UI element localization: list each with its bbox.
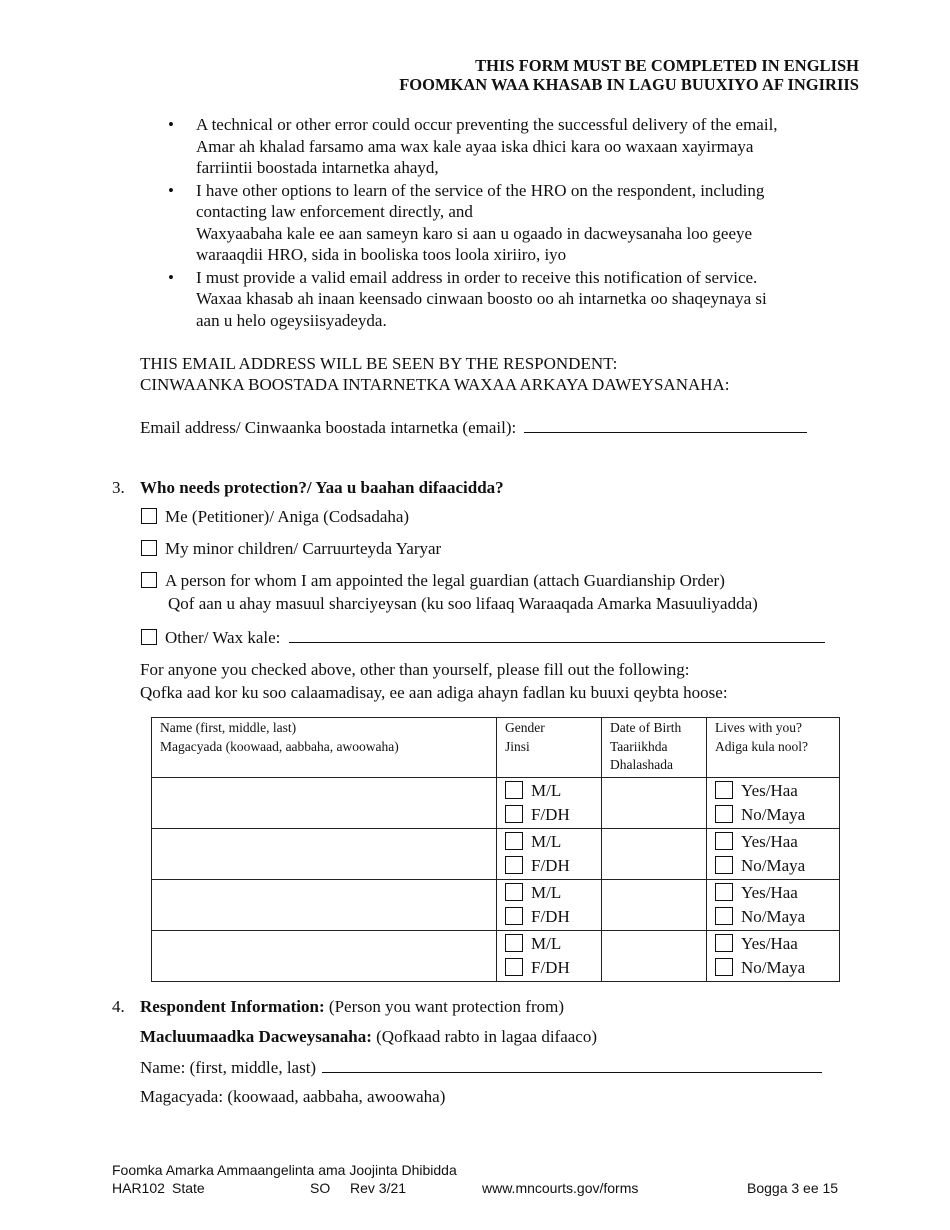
lives-option-yes[interactable]: Yes/Haa xyxy=(715,779,839,804)
gender-option-female[interactable]: F/DH xyxy=(505,956,601,981)
section-3-number: 3. xyxy=(112,478,125,497)
dob-cell[interactable] xyxy=(602,879,707,930)
respondent-name-input[interactable] xyxy=(322,1056,822,1073)
option-children[interactable] xyxy=(141,538,441,560)
email-field-row xyxy=(140,416,807,438)
checkbox-male[interactable] xyxy=(505,781,523,799)
name-cell[interactable] xyxy=(152,879,497,930)
option-me-label: Me (Petitioner)/ Aniga (Codsadaha) xyxy=(165,507,410,526)
checkbox-other[interactable] xyxy=(141,629,157,645)
name-cell[interactable] xyxy=(152,777,497,828)
list-item: • A technical or other error could occur preventing the successful delivery of the email, Amar ah khalad farsamo ama wax kale ayaa iska dhici kara oo waxaan xayirmaya farriintii boostada intarnetka ahayd, xyxy=(168,115,778,177)
bullet-icon: • xyxy=(168,115,174,134)
option-me[interactable] xyxy=(141,506,409,528)
gender-cell xyxy=(497,930,602,981)
checkbox-children[interactable] xyxy=(141,540,157,556)
table-row xyxy=(152,777,840,828)
option-children-label: My minor children/ Carruurteyda Yaryar xyxy=(165,539,442,558)
respondent-name-label-somali: Magacyada: (koowaad, aabbaha, awoowaha) xyxy=(140,1087,446,1106)
gender-option-male[interactable]: M/L xyxy=(505,932,601,957)
checkbox-female[interactable] xyxy=(505,805,523,823)
dob-cell[interactable] xyxy=(602,930,707,981)
gender-cell xyxy=(497,879,602,930)
checkbox-male[interactable] xyxy=(505,832,523,850)
name-cell[interactable] xyxy=(152,828,497,879)
instruction-somali: Qofka aad kor ku soo calaamadisay, ee aan adiga ahayn fadlan ku buuxi qeybta hoose: xyxy=(140,683,728,702)
email-notice-english: THIS EMAIL ADDRESS WILL BE SEEN BY THE RESPONDENT: xyxy=(140,354,618,373)
footer-revision: Rev 3/21 xyxy=(350,1180,407,1196)
header-line-somali: FOOMKAN WAA KHASAB IN LAGU BUUXIYO AF INGIRIIS xyxy=(399,75,859,94)
lives-option-no[interactable]: No/Maya xyxy=(715,854,839,879)
gender-cell xyxy=(497,828,602,879)
name-cell[interactable] xyxy=(152,930,497,981)
lives-option-yes[interactable]: Yes/Haa xyxy=(715,830,839,855)
checkbox-female[interactable] xyxy=(505,907,523,925)
gender-cell xyxy=(497,777,602,828)
lives-with-cell xyxy=(707,930,840,981)
option-guardian-label: A person for whom I am appointed the legal guardian (attach Guardianship Order) xyxy=(165,571,725,590)
checkbox-yes[interactable] xyxy=(715,832,733,850)
table-row xyxy=(152,828,840,879)
dob-cell[interactable] xyxy=(602,777,707,828)
checkbox-yes[interactable] xyxy=(715,934,733,952)
respondent-name-label: Name: (first, middle, last) xyxy=(140,1058,317,1077)
section-3-title: Who needs protection?/ Yaa u baahan difaacidda? xyxy=(140,478,504,497)
checkbox-male[interactable] xyxy=(505,883,523,901)
option-guardian[interactable] xyxy=(141,570,725,592)
lives-option-no[interactable]: No/Maya xyxy=(715,905,839,930)
option-other[interactable] xyxy=(141,626,825,649)
gender-option-female[interactable]: F/DH xyxy=(505,803,601,828)
other-input[interactable] xyxy=(289,626,825,643)
footer-form-id: HAR102 xyxy=(112,1180,165,1196)
table-row xyxy=(152,930,840,981)
gender-option-male[interactable]: M/L xyxy=(505,779,601,804)
checkbox-no[interactable] xyxy=(715,805,733,823)
footer-state: State xyxy=(172,1180,205,1196)
header-gender: Gender Jinsi xyxy=(497,718,602,778)
table-header-row xyxy=(152,718,840,778)
email-notice-somali: CINWAANKA BOOSTADA INTARNETKA WAXAA ARKAYA DAWEYSANAHA: xyxy=(140,375,730,394)
protected-persons-table xyxy=(151,717,840,982)
option-guardian-label-somali: Qof aan u ahay masuul sharciyeysan (ku soo lifaaq Waraaqada Amarka Masuuliyadda) xyxy=(168,594,758,613)
section-4-title-somali: Macluumaadka Dacweysanaha: (Qofkaad rabto in lagaa difaaco) xyxy=(140,1027,598,1046)
checkbox-me[interactable] xyxy=(141,508,157,524)
checkbox-guardian[interactable] xyxy=(141,572,157,588)
checkbox-yes[interactable] xyxy=(715,883,733,901)
lives-with-cell xyxy=(707,879,840,930)
header-line-english: THIS FORM MUST BE COMPLETED IN ENGLISH xyxy=(475,56,859,75)
option-other-label: Other/ Wax kale: xyxy=(165,628,281,647)
gender-option-male[interactable]: M/L xyxy=(505,881,601,906)
section-4-number: 4. xyxy=(112,997,125,1016)
gender-option-female[interactable]: F/DH xyxy=(505,854,601,879)
footer-page-number: Bogga 3 ee 15 xyxy=(747,1180,839,1196)
header-dob: Date of Birth Taariikhda Dhalashada xyxy=(602,718,707,778)
footer-form-title: Foomka Amarka Ammaangelinta ama Joojinta Dhibidda xyxy=(112,1162,457,1178)
form-header xyxy=(399,56,859,94)
gender-option-male[interactable]: M/L xyxy=(505,830,601,855)
footer-url[interactable]: www.mncourts.gov/forms xyxy=(482,1180,639,1196)
email-field-label: Email address/ Cinwaanka boostada intarnetka (email): xyxy=(140,418,517,437)
checkbox-male[interactable] xyxy=(505,934,523,952)
checkbox-female[interactable] xyxy=(505,856,523,874)
checkbox-yes[interactable] xyxy=(715,781,733,799)
bullet-icon: • xyxy=(168,267,174,287)
dob-cell[interactable] xyxy=(602,828,707,879)
footer-language: SO xyxy=(310,1180,331,1196)
lives-option-no[interactable]: No/Maya xyxy=(715,956,839,981)
email-input[interactable] xyxy=(524,416,807,433)
checkbox-no[interactable] xyxy=(715,856,733,874)
gender-option-female[interactable]: F/DH xyxy=(505,905,601,930)
checkbox-female[interactable] xyxy=(505,958,523,976)
list-item: • I must provide a valid email address in order to receive this notification of service. Waxaa khasab ah inaan keensado cinwaan boosto oo ah intarnetka oo shaqeynaya si aan u helo ogeysiisyadeyda. xyxy=(168,267,767,330)
checkbox-no[interactable] xyxy=(715,958,733,976)
lives-with-cell xyxy=(707,777,840,828)
checkbox-no[interactable] xyxy=(715,907,733,925)
respondent-name-row xyxy=(140,1056,822,1078)
list-item: • I have other options to learn of the service of the HRO on the respondent, including contacting law enforcement directly, and Waxyaabaha kale ee aan sameyn karo si aan u ogaado in dacweysanaha loo geeye waraaqdii HRO, sida in booliska toos loola xiriiro, iyo xyxy=(168,180,765,264)
lives-option-yes[interactable]: Yes/Haa xyxy=(715,881,839,906)
header-lives-with: Lives with you? Adiga kula nool? xyxy=(707,718,840,778)
table-row xyxy=(152,879,840,930)
section-4-title: Respondent Information: (Person you want protection from) xyxy=(140,997,565,1016)
instruction-english: For anyone you checked above, other than yourself, please fill out the following: xyxy=(140,660,690,679)
conditions-list xyxy=(168,114,848,332)
lives-option-yes[interactable]: Yes/Haa xyxy=(715,932,839,957)
lives-with-cell xyxy=(707,828,840,879)
bullet-icon: • xyxy=(168,180,174,200)
header-name: Name (first, middle, last) Magacyada (koowaad, aabbaha, awoowaha) xyxy=(152,718,497,778)
lives-option-no[interactable]: No/Maya xyxy=(715,803,839,828)
